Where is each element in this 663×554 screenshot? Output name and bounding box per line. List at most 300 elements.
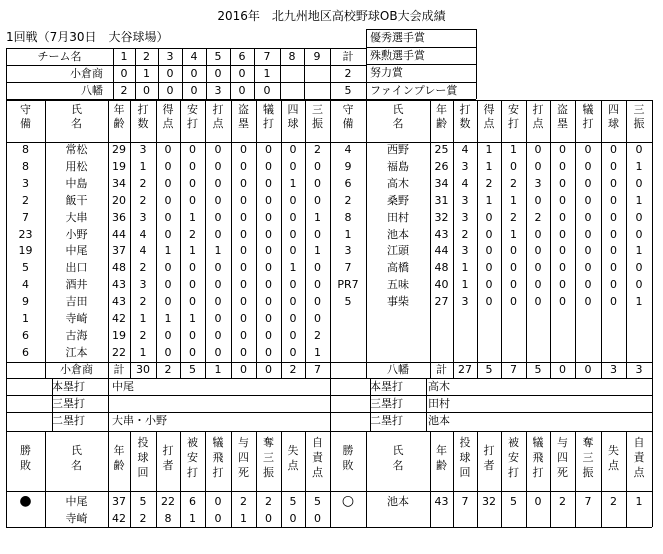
- batting-cell-left: 1: [314, 244, 321, 258]
- batting-cell-right: 0: [559, 278, 566, 292]
- grid-line: [626, 431, 627, 527]
- award-label: 努力賞: [370, 66, 403, 79]
- batting-cell-left: 出口: [65, 261, 88, 275]
- pitching-cell-right: 5: [510, 494, 517, 508]
- batting-cell-right: 0: [559, 143, 566, 156]
- pitching-cell-left: 0: [214, 511, 222, 525]
- batting-header-right: 氏名: [392, 103, 404, 130]
- batting-cell-left: 0: [240, 159, 247, 173]
- batting-cell-left: 0: [189, 278, 196, 292]
- batting-cell-left: 0: [240, 244, 247, 258]
- grid-line: [6, 491, 652, 492]
- batting-cell-right: 44: [434, 244, 449, 258]
- right-xbh-players: 田村: [428, 396, 450, 410]
- batting-cell-right: 0: [510, 159, 517, 173]
- batting-cell-left: 1: [189, 210, 196, 224]
- right-total-team: 八幡: [387, 362, 409, 376]
- batting-cell-right: 1: [510, 227, 517, 241]
- inning-run: 0: [190, 67, 198, 80]
- pitching-cell-left: 0: [289, 511, 297, 525]
- pitching-header-left: 投球回: [137, 435, 149, 479]
- batting-cell-right: 0: [610, 278, 617, 292]
- batting-cell-left: 0: [265, 227, 272, 241]
- batting-cell-left: 0: [189, 159, 196, 173]
- batting-header-right: 年齢: [436, 103, 447, 130]
- batting-cell-left: 1: [189, 244, 196, 258]
- inning-header: 5: [214, 50, 222, 63]
- batting-cell-right: 8: [344, 210, 352, 224]
- batting-cell-left: 0: [164, 261, 172, 275]
- batting-cell-left: 0: [240, 176, 247, 190]
- batting-cell-left: 3: [139, 278, 147, 292]
- batting-cell-left: 用松: [65, 159, 88, 173]
- left-xbh-players: 中尾: [112, 379, 134, 393]
- batting-cell-left: 4: [22, 278, 29, 292]
- batting-cell-right: 0: [534, 159, 542, 173]
- batting-cell-left: 常松: [65, 143, 88, 156]
- grid-line: [366, 29, 367, 99]
- left-xbh-players: [112, 395, 312, 412]
- right-xbh-players: 池本: [428, 413, 450, 427]
- batting-cell-right: 31: [434, 193, 449, 207]
- pitching-cell-left: 37: [112, 494, 126, 508]
- pitching-cell-right: ○: [341, 492, 355, 509]
- inning-run: 3: [214, 84, 222, 97]
- inning-run: 0: [166, 84, 174, 97]
- pitching-header-right: 氏名: [392, 443, 404, 472]
- batting-cell-right: 0: [610, 143, 617, 156]
- left-total-value: 5: [189, 362, 196, 376]
- batting-cell-right: 4: [461, 176, 469, 190]
- pitching-cell-left: [6, 510, 45, 527]
- batting-cell-right: 0: [635, 176, 643, 190]
- pitching-cell-left: 0: [214, 494, 222, 508]
- inning-run: [280, 82, 304, 99]
- pitching-cell-right: 0: [534, 494, 542, 508]
- batting-cell-right: 1: [510, 193, 517, 207]
- grid-line: [330, 378, 331, 431]
- pitching-cell-left: 8: [164, 511, 172, 525]
- batting-cell-left: 1: [289, 176, 297, 190]
- pitching-header-left: 勝敗: [20, 443, 31, 472]
- batting-cell-right: 0: [584, 227, 592, 241]
- batting-cell-right: 1: [510, 143, 517, 156]
- batting-cell-right: 福島: [387, 159, 409, 173]
- grid-line: [52, 378, 53, 431]
- batting-cell-left: 0: [289, 328, 297, 342]
- batting-cell-right: 0: [534, 295, 542, 309]
- pitching-cell-left: 6: [189, 494, 196, 508]
- batting-cell-left: 0: [214, 278, 222, 292]
- batting-cell-right: 0: [610, 193, 617, 207]
- grid-line: [6, 431, 652, 432]
- inning-run: 1: [143, 67, 150, 80]
- pitching-cell-left: 2: [139, 511, 147, 525]
- batting-cell-left: 0: [289, 345, 297, 359]
- batting-cell-left: 0: [240, 143, 247, 156]
- batting-cell-left: 江本: [65, 345, 88, 359]
- grid-line: [652, 378, 653, 431]
- batting-cell-left: 0: [214, 176, 222, 190]
- batting-cell-left: 20: [112, 193, 126, 207]
- batting-cell-left: 19: [18, 244, 33, 258]
- batting-cell-left: 0: [289, 312, 297, 325]
- batting-cell-left: 0: [214, 227, 222, 241]
- inning-run: 1: [263, 67, 271, 80]
- batting-header-right: 三振: [633, 103, 645, 130]
- batting-cell-left: 0: [240, 227, 247, 241]
- grid-line: [550, 431, 551, 527]
- batting-cell-right: 池本: [387, 227, 409, 241]
- left-total-team: 小倉商: [60, 362, 93, 376]
- batting-cell-right: 0: [635, 278, 643, 292]
- grid-line: [330, 431, 331, 527]
- inning-header: 9: [313, 50, 321, 63]
- batting-cell-left: 0: [189, 328, 196, 342]
- batting-cell-left: 1: [139, 345, 147, 359]
- batting-cell-left: 23: [18, 227, 33, 241]
- batting-cell-left: 0: [265, 345, 272, 359]
- batting-cell-right: 0: [584, 244, 592, 258]
- pitching-header-right: 犠飛打: [532, 435, 544, 479]
- grid-line: [652, 431, 653, 527]
- batting-cell-left: 0: [265, 210, 272, 224]
- batting-cell-right: 1: [635, 244, 643, 258]
- batting-cell-left: 8: [22, 143, 29, 156]
- batting-cell-right: 1: [344, 227, 352, 241]
- inning-run: 0: [120, 67, 128, 80]
- batting-cell-left: 3: [139, 143, 147, 156]
- scoreboard-team-header: チーム名: [37, 50, 82, 63]
- pitching-cell-left: 中尾: [65, 494, 88, 508]
- pitching-header-left: 年齢: [113, 443, 125, 472]
- award-label: 殊勲選手賞: [370, 48, 425, 62]
- batting-cell-left: 0: [189, 143, 196, 156]
- batting-cell-right: 0: [559, 210, 566, 224]
- batting-cell-left: 0: [240, 295, 247, 309]
- batting-cell-left: 0: [189, 295, 196, 309]
- batting-cell-right: 2: [510, 210, 517, 224]
- batting-cell-left: 0: [240, 312, 247, 325]
- batting-header-right: 得点: [483, 103, 495, 130]
- batting-cell-right: 0: [635, 143, 643, 156]
- pitching-cell-right: 7: [584, 494, 592, 508]
- grid-line: [426, 378, 427, 431]
- batting-cell-left: 0: [289, 278, 297, 292]
- batting-cell-right: 0: [485, 244, 493, 258]
- batting-cell-left: 0: [214, 312, 222, 325]
- batting-cell-left: 0: [164, 345, 172, 359]
- batting-header-right: 打点: [532, 103, 544, 130]
- batting-cell-right: 26: [434, 159, 449, 173]
- right-total-value: 3: [610, 362, 617, 376]
- batting-cell-left: 4: [139, 227, 147, 241]
- game-subtitle: 1回戦（7月30日 大谷球場）: [6, 30, 169, 44]
- batting-header-left: 盗塁: [238, 103, 249, 130]
- batting-cell-right: 0: [635, 227, 643, 241]
- batting-header-left: 打点: [212, 103, 224, 130]
- batting-cell-left: 0: [265, 278, 272, 292]
- batting-cell-left: 2: [139, 193, 147, 207]
- batting-cell-right: 4: [461, 143, 469, 156]
- batting-cell-right: 0: [559, 295, 566, 309]
- batting-cell-left: 1: [22, 312, 29, 325]
- batting-cell-left: 48: [112, 261, 126, 275]
- batting-cell-left: 0: [164, 159, 172, 173]
- grid-line: [601, 431, 602, 527]
- batting-cell-left: 1: [314, 345, 321, 359]
- batting-cell-left: 2: [189, 227, 196, 241]
- batting-cell-right: 6: [344, 176, 352, 190]
- batting-cell-left: 0: [240, 328, 247, 342]
- batting-cell-right: 0: [510, 278, 517, 292]
- batting-cell-left: 0: [314, 176, 321, 190]
- batting-header-left: 年齢: [113, 103, 125, 130]
- grid-line: [652, 100, 653, 378]
- batting-cell-left: 1: [164, 244, 172, 258]
- batting-cell-left: 0: [189, 261, 196, 275]
- inning-header: 1: [120, 50, 128, 63]
- batting-cell-left: 0: [265, 193, 272, 207]
- pitching-header-right: 打者: [483, 443, 495, 472]
- pitching-cell-right: 池本: [387, 494, 409, 508]
- right-xbh-label: 三塁打: [370, 396, 403, 410]
- grid-line: [453, 431, 454, 527]
- grid-line: [6, 378, 7, 431]
- batting-cell-right: 0: [559, 193, 566, 207]
- batting-header-left: 三振: [312, 103, 323, 130]
- batting-header-right: 四球: [608, 103, 619, 130]
- right-xbh-label: 二塁打: [370, 413, 403, 427]
- batting-cell-left: 8: [22, 159, 29, 173]
- batting-cell-right: 0: [559, 176, 566, 190]
- pitching-header-right: 被安打: [508, 435, 519, 479]
- batting-cell-left: 0: [214, 210, 222, 224]
- pitching-cell-left: 5: [289, 494, 297, 508]
- batting-cell-right: 0: [610, 261, 617, 275]
- award-label: ファインプレー賞: [370, 83, 458, 97]
- batting-cell-left: 2: [139, 328, 147, 342]
- batting-cell-left: 1: [214, 244, 222, 258]
- batting-cell-left: 0: [164, 227, 172, 241]
- batting-cell-left: 2: [314, 328, 321, 342]
- right-total-value: 0: [584, 362, 592, 376]
- grid-line: [575, 431, 576, 527]
- pitching-header-left: 被安打: [187, 435, 198, 479]
- left-xbh-label: 二塁打: [52, 413, 85, 427]
- inning-header: 8: [288, 50, 296, 63]
- grid-line: [526, 431, 527, 527]
- batting-cell-left: 0: [265, 312, 272, 325]
- batting-cell-left: 0: [164, 193, 172, 207]
- pitching-cell-right: 32: [482, 494, 496, 508]
- pitching-header-right: 与四死: [557, 435, 568, 479]
- batting-cell-left: 0: [214, 328, 222, 342]
- batting-cell-right: 0: [610, 295, 617, 309]
- batting-cell-left: 0: [240, 345, 247, 359]
- batting-cell-left: 中島: [65, 176, 88, 190]
- batting-cell-right: 5: [344, 295, 352, 309]
- batting-cell-right: 1: [635, 193, 643, 207]
- left-xbh-label: 三塁打: [52, 396, 85, 410]
- batting-cell-right: 0: [584, 295, 592, 309]
- batting-cell-right: 3: [461, 159, 469, 173]
- inning-header: 4: [190, 50, 198, 63]
- batting-cell-left: 1: [139, 159, 147, 173]
- pitching-cell-left: 2: [240, 494, 247, 508]
- batting-cell-right: 3: [344, 244, 352, 258]
- batting-cell-left: 0: [289, 210, 297, 224]
- batting-cell-right: 1: [485, 159, 493, 173]
- batting-cell-left: 0: [314, 295, 321, 309]
- batting-header-left: 四球: [287, 103, 299, 130]
- pitching-cell-right: 7: [461, 494, 469, 508]
- left-total-label: 計: [113, 362, 125, 376]
- batting-cell-left: 小野: [65, 227, 88, 241]
- right-total-value: 7: [510, 362, 517, 376]
- batting-cell-right: 高橋: [387, 261, 409, 275]
- pitching-cell-left: 5: [139, 494, 147, 508]
- batting-cell-right: 25: [434, 143, 449, 156]
- inning-header: 6: [238, 50, 246, 63]
- inning-header: 3: [166, 50, 174, 63]
- pitching-cell-right: 1: [635, 494, 643, 508]
- batting-cell-left: 古海: [65, 328, 88, 342]
- scoreboard-team-name: 小倉商: [70, 67, 103, 80]
- batting-cell-right: 0: [635, 261, 643, 275]
- batting-cell-left: 0: [289, 295, 297, 309]
- left-total-value: 30: [136, 362, 150, 376]
- inning-run: [280, 65, 304, 82]
- grid-line: [6, 100, 652, 101]
- batting-cell-left: 大串: [65, 210, 88, 224]
- page-title: 2016年 北九州地区高校野球OB大会成績: [217, 9, 446, 23]
- batting-cell-left: 3: [139, 210, 147, 224]
- batting-cell-right: 2: [534, 210, 542, 224]
- award-label: 優秀選手賞: [370, 31, 425, 44]
- batting-cell-left: 2: [139, 176, 147, 190]
- batting-cell-right: 2: [344, 193, 352, 207]
- batting-cell-left: 0: [189, 176, 196, 190]
- pitching-cell-left: 22: [161, 494, 175, 508]
- right-total-value: 27: [458, 362, 472, 376]
- batting-cell-right: 48: [434, 261, 449, 275]
- batting-cell-right: 2: [461, 227, 469, 241]
- batting-cell-right: 32: [434, 210, 449, 224]
- left-total-value: 0: [240, 362, 247, 376]
- right-total-value: 3: [635, 362, 643, 376]
- inning-run: [304, 65, 330, 82]
- batting-cell-right: 40: [434, 278, 449, 292]
- batting-cell-right: 0: [610, 159, 617, 173]
- batting-cell-right: 0: [485, 295, 493, 309]
- batting-cell-left: 0: [164, 176, 172, 190]
- batting-cell-left: 0: [265, 176, 272, 190]
- pitching-header-right: 奪三振: [582, 435, 594, 479]
- batting-cell-left: 29: [112, 143, 126, 156]
- batting-cell-right: 0: [485, 278, 493, 292]
- batting-header-right: 打数: [459, 103, 471, 130]
- team-total-runs: 5: [344, 84, 352, 97]
- batting-cell-left: 44: [112, 227, 126, 241]
- batting-header-right: 盗塁: [557, 103, 568, 130]
- batting-cell-left: 0: [265, 159, 272, 173]
- batting-cell-right: 桑野: [387, 193, 409, 207]
- batting-cell-right: 3: [461, 295, 469, 309]
- batting-cell-right: 五味: [387, 278, 409, 292]
- batting-cell-left: 0: [314, 261, 321, 275]
- batting-cell-right: 0: [559, 159, 566, 173]
- batting-cell-left: 0: [289, 143, 297, 156]
- batting-cell-right: 高木: [387, 176, 409, 190]
- batting-cell-right: 0: [584, 193, 592, 207]
- batting-cell-right: 0: [635, 210, 643, 224]
- grid-line: [108, 378, 109, 431]
- batting-header-left: 打数: [137, 103, 149, 130]
- batting-cell-left: 6: [22, 345, 29, 359]
- batting-cell-right: 0: [610, 244, 617, 258]
- grid-line: [6, 48, 7, 99]
- inning-run: 0: [214, 67, 222, 80]
- grid-line: [6, 527, 652, 528]
- right-total-value: 5: [485, 362, 493, 376]
- inning-run: 0: [238, 84, 246, 97]
- batting-cell-right: 0: [584, 159, 592, 173]
- batting-cell-left: 酒井: [65, 278, 88, 292]
- batting-cell-left: 5: [22, 261, 29, 275]
- inning-header: 7: [263, 50, 271, 63]
- batting-cell-right: 0: [584, 176, 592, 190]
- batting-cell-right: 34: [434, 176, 449, 190]
- batting-cell-right: 0: [584, 143, 592, 156]
- inning-run: 0: [166, 67, 174, 80]
- batting-cell-left: 0: [289, 227, 297, 241]
- batting-cell-right: 0: [510, 244, 517, 258]
- pitching-cell-left: 寺崎: [65, 511, 88, 525]
- inning-run: [304, 82, 330, 99]
- batting-cell-left: 0: [164, 210, 172, 224]
- batting-cell-right: 9: [344, 159, 352, 173]
- batting-header-left: 氏名: [71, 103, 82, 130]
- batting-cell-right: 0: [534, 227, 542, 241]
- batting-cell-left: 0: [240, 193, 247, 207]
- batting-cell-left: 1: [139, 312, 147, 325]
- batting-cell-right: 0: [534, 193, 542, 207]
- grid-line: [476, 29, 477, 99]
- grid-line: [430, 431, 431, 527]
- right-total-value: 5: [534, 362, 542, 376]
- batting-cell-right: 0: [610, 227, 617, 241]
- pitching-header-right: 投球回: [459, 435, 471, 479]
- pitching-header-right: 失点: [608, 443, 619, 472]
- batting-cell-right: 0: [584, 210, 592, 224]
- batting-cell-left: 0: [214, 345, 222, 359]
- batting-cell-left: 0: [265, 295, 272, 309]
- batting-cell-left: 0: [314, 312, 321, 325]
- grid-line: [477, 431, 478, 527]
- batting-cell-right: 3: [534, 176, 542, 190]
- batting-cell-left: 36: [112, 210, 126, 224]
- batting-cell-right: 4: [344, 143, 352, 156]
- batting-cell-left: 吉田: [65, 295, 88, 309]
- pitching-cell-left: 0: [265, 511, 272, 525]
- team-total-runs: 2: [344, 67, 352, 80]
- right-xbh-label: 本塁打: [370, 379, 403, 393]
- batting-cell-left: 0: [214, 193, 222, 207]
- batting-cell-left: 0: [164, 328, 172, 342]
- pitching-cell-left: ●: [19, 492, 32, 509]
- batting-cell-right: 0: [510, 261, 517, 275]
